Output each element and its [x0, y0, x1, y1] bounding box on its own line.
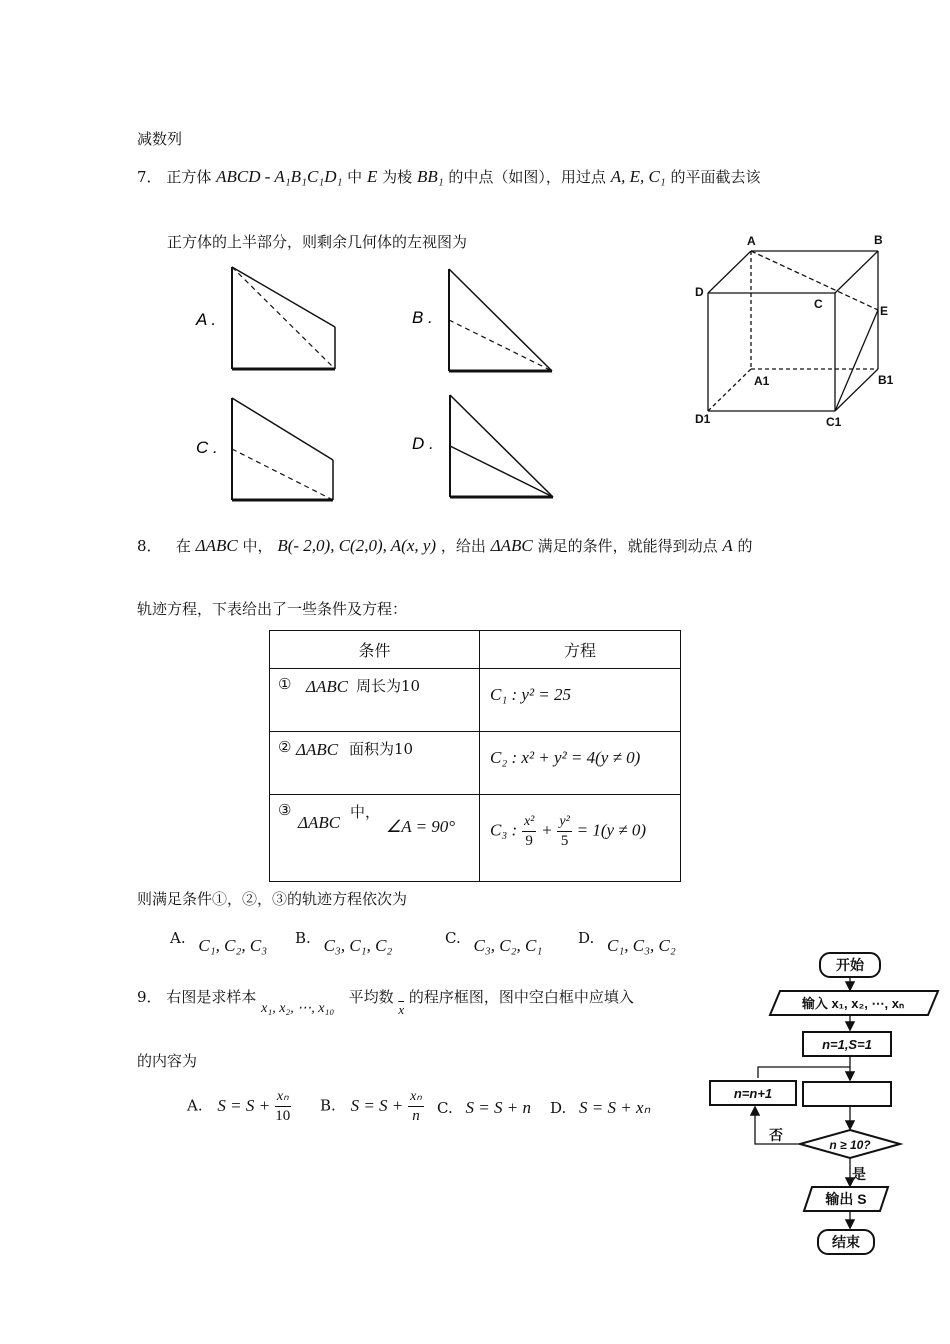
cube-label-e: E: [880, 304, 889, 318]
q7-cube-name: ABCD - A₁B₁C₁D₁: [216, 167, 343, 186]
cond-2-text: 面积为10: [349, 740, 414, 758]
q7-number: 7．: [137, 168, 162, 186]
q8-choice-c-label: C.: [445, 929, 461, 947]
q9-choice-b-fraction: [408, 1088, 424, 1125]
cube-label-d: D: [695, 285, 704, 299]
flow-blank-box: [803, 1082, 891, 1106]
condition-2: [270, 732, 479, 794]
eq-3-plus: +: [541, 820, 553, 840]
option-c-figure: [232, 398, 333, 500]
q9-text2: 平均数: [348, 988, 394, 1006]
q9-sample: x₁, x₂, ⋯, x₁₀: [261, 1001, 335, 1016]
q9-choice-a-den: 10: [275, 1108, 291, 1124]
eq-3-den-9: 9: [525, 833, 533, 849]
cube-label-c: C: [814, 297, 823, 311]
flow-end-text: 结束: [832, 1234, 860, 1250]
q8-text2: 中，: [242, 537, 273, 555]
q9-number: 9．: [137, 988, 162, 1006]
q8-triangle-2: ΔABC: [490, 536, 533, 555]
q9-choice-a-fraction: [275, 1088, 291, 1125]
header-equation: 方程: [480, 631, 681, 669]
table-header-row: [270, 631, 681, 669]
q9-choice-d-label: D.: [550, 1099, 567, 1117]
mark-2: ②: [278, 738, 292, 756]
q8-line2: 轨迹方程，下表给出了一些条件及方程：: [137, 600, 408, 618]
mark-1: ①: [278, 675, 292, 693]
q8-choice-b-label: B.: [295, 929, 311, 947]
q7-text4: 的中点（如图），用过点: [448, 168, 606, 186]
flow-cond-text: n ≥ 10?: [829, 1138, 871, 1152]
option-a-label: A .: [196, 310, 217, 329]
flow-output-text: 输出 S: [825, 1191, 867, 1207]
q8-line3: 则满足条件①，②，③的轨迹方程依次为: [137, 890, 408, 908]
q8-point-a: A: [722, 536, 733, 555]
q9-choice-c-label: C.: [437, 1099, 453, 1117]
q8-text1: 在: [175, 537, 191, 555]
q9-choice-a-lhs: S = S +: [217, 1095, 271, 1115]
flow-yes-label: 是: [852, 1166, 866, 1182]
q8-choice-a-label: A.: [170, 929, 186, 947]
table-row: [270, 732, 681, 795]
q9-choice-a-label: A.: [187, 1096, 203, 1115]
option-c-label: C .: [196, 438, 218, 457]
option-a-figure: [232, 267, 335, 369]
q9-choice-b-label: B.: [320, 1096, 336, 1115]
q8-choice-a-value: C₁, C₂, C₃: [198, 936, 268, 955]
q7-text3: 为棱: [382, 168, 413, 186]
eq-3: [490, 813, 646, 850]
flow-start-text: 开始: [836, 957, 864, 973]
option-d-figure: [450, 395, 553, 497]
q9-choice-d-value: S = S + xₙ: [579, 1098, 651, 1117]
flow-no-label: 否: [769, 1127, 783, 1143]
cube-label-a: A: [747, 234, 756, 248]
cube-label-c1: C1: [826, 415, 842, 429]
eq-3-den-5: 5: [560, 833, 569, 849]
flow-input-text: 输入 x₁, x₂, ⋯, xₙ: [801, 996, 905, 1011]
flow-init-text: n=1,S=1: [822, 1037, 872, 1052]
q9-choice-c-value: S = S + n: [465, 1098, 531, 1117]
q8-choice-a: [170, 928, 268, 955]
q9-text3: 的程序框图，图中空白框中应填入: [408, 988, 634, 1006]
q9-line2: 的内容为: [137, 1052, 198, 1070]
cond-2-math: ΔABC: [296, 740, 339, 759]
section-tail-text: 减数列: [137, 130, 183, 148]
q7-points: A, E, C₁: [610, 167, 666, 186]
q9-choice-b-den: n: [412, 1108, 420, 1124]
q9-choice-c: [437, 1098, 531, 1118]
eq-3-fraction-x: [522, 813, 536, 850]
eq-3-num-x: x²: [522, 813, 536, 832]
q8-choice-c-value: C₃, C₂, C₁: [473, 936, 543, 955]
q8-choice-d-label: D.: [578, 929, 595, 947]
cube-label-d1: D1: [695, 412, 711, 426]
q7-text2: 中: [347, 168, 363, 186]
eq-3-suffix: = 1(y ≠ 0): [576, 820, 647, 840]
q8-coords: B(- 2,0), C(2,0), A(x, y): [277, 536, 437, 555]
q7-options-figures: [180, 255, 580, 510]
cube-label-a1: A1: [754, 374, 770, 388]
q8-text3: ，给出: [440, 537, 486, 555]
q8-number: 8．: [137, 537, 162, 555]
cond-3-math: ΔABC: [298, 813, 341, 832]
q7-text1: 正方体: [166, 168, 212, 186]
condition-3: [270, 795, 479, 881]
flow-inc-text: n=n+1: [733, 1086, 773, 1101]
header-condition: 条件: [270, 631, 480, 669]
q8-line1: [137, 535, 753, 556]
mark-3: ③: [278, 801, 292, 819]
eq-1: C₁ : y² = 25: [490, 685, 572, 704]
option-d-label: D .: [412, 434, 434, 453]
q9-xbar: $\overline{x}$: [398, 1002, 405, 1017]
q9-line1: [137, 986, 634, 1017]
table-row: [270, 669, 681, 732]
q9-text1: 右图是求样本: [166, 988, 257, 1006]
table-row: [270, 795, 681, 882]
cond-1-math: ΔABC: [306, 677, 349, 696]
q9-flowchart: [700, 945, 950, 1265]
q9-choice-a-num: xₙ: [275, 1088, 291, 1107]
equation-1: [480, 669, 680, 731]
q7-edge: BB₁: [416, 167, 444, 186]
q7-text5: 的平面截去该: [670, 168, 761, 186]
q9-choice-d: [550, 1098, 650, 1118]
option-b-label: B .: [412, 308, 433, 327]
equation-3: [480, 795, 680, 881]
cond-3-text: 中，: [350, 803, 381, 821]
equation-2: [480, 732, 680, 794]
q8-text5: 的: [737, 537, 753, 555]
q8-triangle: ΔABC: [195, 536, 238, 555]
conditions-table: [269, 630, 681, 882]
q7-point-e: E: [366, 167, 378, 186]
cond-3-angle: ∠A = 90°: [386, 817, 456, 836]
cube-label-b1: B1: [878, 373, 894, 387]
eq-3-prefix: C₃ :: [490, 820, 518, 840]
cube-label-b: B: [874, 233, 883, 247]
q7-line1: [137, 166, 761, 187]
q8-text4: 满足的条件，就能得到动点: [537, 537, 718, 555]
eq-2: C₂ : x² + y² = 4(y ≠ 0): [490, 748, 641, 767]
eq-3-num-y: y²: [557, 813, 571, 832]
q9-choice-b-lhs: S = S +: [350, 1095, 404, 1115]
option-b-figure: [449, 269, 552, 371]
q9-choice-b: [320, 1088, 424, 1125]
q8-choice-d: [578, 928, 676, 955]
q9-choice-b-num: xₙ: [408, 1088, 424, 1107]
cond-1-text: 周长为10: [356, 677, 421, 695]
q9-choice-a: [187, 1088, 291, 1125]
q8-choice-b-value: C₃, C₁, C₂: [323, 936, 393, 955]
q8-choice-b: [295, 928, 393, 955]
q8-choice-c: [445, 928, 543, 955]
eq-3-fraction-y: [557, 813, 571, 850]
q7-line2: 正方体的上半部分，则剩余几何体的左视图为: [167, 233, 468, 251]
condition-1: [270, 669, 479, 731]
q7-cube-figure: [690, 230, 910, 435]
q8-choice-d-value: C₁, C₃, C₂: [607, 936, 676, 955]
